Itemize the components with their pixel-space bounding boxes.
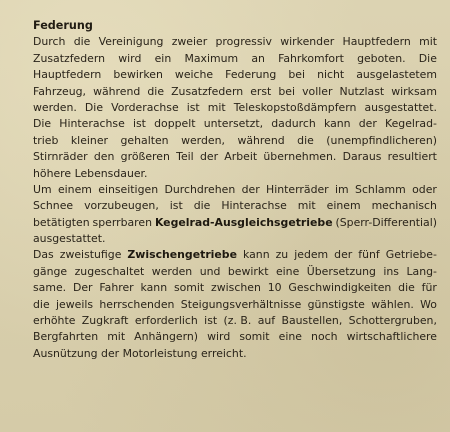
word: jeweils (55, 297, 94, 311)
word: dadurch (271, 117, 316, 131)
word: Maximum (184, 51, 239, 65)
word: zwischen (211, 281, 261, 295)
word: zugeschaltet (74, 264, 145, 278)
word: bewirken (113, 68, 163, 82)
word: Zusatzfedern (171, 84, 244, 98)
word: kleiner (70, 133, 109, 147)
emphasized-term: Kegelrad-Ausgleichsgetriebe (154, 215, 333, 229)
word: somit (239, 330, 270, 344)
word: Schottergruben, (348, 314, 437, 328)
word: die (398, 281, 415, 295)
word: nicht (317, 68, 345, 82)
word: ist (169, 199, 183, 213)
word: Ausnützung (33, 346, 98, 360)
word: bei (278, 84, 296, 98)
word: Bergfahrten (33, 330, 99, 344)
text-line (33, 34, 437, 50)
word: kann (243, 248, 270, 262)
word: zweistufige (59, 248, 122, 262)
word: doppelt (154, 117, 196, 131)
text-line (33, 264, 437, 280)
word: werden. (33, 100, 77, 114)
word: geboten. (357, 51, 406, 65)
word: (unempfindlicheren) (326, 133, 437, 147)
word: gänge (33, 264, 68, 278)
word: Lang- (406, 264, 437, 278)
word: progressiv (215, 35, 272, 49)
word: der (199, 150, 219, 164)
word: resultiert (387, 150, 437, 164)
word: ins (383, 264, 399, 278)
word: eine (275, 264, 300, 278)
word: einem (326, 199, 361, 213)
word: weiche (174, 68, 214, 82)
word: Fahrkomfort (278, 51, 344, 65)
word: die (297, 133, 314, 147)
word: Das (33, 248, 54, 262)
word: ein (154, 51, 172, 65)
word: mit (207, 100, 226, 114)
word: noch (311, 330, 338, 344)
word: Daraus (342, 150, 382, 164)
word: erhöhte (33, 314, 76, 328)
word: (Sperr-Differential) (335, 215, 437, 229)
text-line (33, 67, 437, 83)
word: ist (204, 314, 218, 328)
word: ausgestattet. (33, 232, 106, 246)
word: während (237, 133, 285, 147)
word: Motorleistung (122, 346, 198, 360)
word: ausgestattet. (364, 100, 437, 114)
word: werden (151, 264, 193, 278)
word: übernehmen. (263, 150, 337, 164)
word: Die (418, 51, 437, 65)
word: jedem (294, 248, 329, 262)
text-line (33, 84, 437, 100)
word: Federung (225, 68, 277, 82)
word: Vereinigung (98, 35, 164, 49)
word: kann (323, 117, 351, 131)
word: die (147, 84, 165, 98)
text-line (33, 280, 437, 296)
word: mit (297, 199, 316, 213)
text-line (33, 215, 437, 231)
word: für (421, 281, 437, 295)
word: wird (207, 330, 231, 344)
word: Die (84, 100, 104, 114)
word: größeren (120, 150, 170, 164)
word: kann (140, 281, 168, 295)
word: mit (107, 330, 126, 344)
word: bei (288, 68, 306, 82)
text-line (33, 231, 437, 247)
word: höhere (33, 166, 72, 180)
word: ist (186, 100, 200, 114)
word: Vorderachse (111, 100, 179, 114)
text-line (33, 133, 437, 149)
word: einem (57, 182, 92, 196)
word: der (358, 117, 377, 131)
section-heading: Federung (33, 19, 93, 32)
word: Anhängern) (134, 330, 199, 344)
word: Zusatzfedern (33, 51, 106, 65)
text-line (33, 198, 437, 214)
text-line (33, 51, 437, 67)
word: Schlamm (355, 182, 406, 196)
word: oder (412, 182, 437, 196)
text-line (33, 166, 437, 182)
word: somit (173, 281, 205, 295)
word: Wo (420, 297, 437, 311)
word: Teleskopstoßdämpfern (233, 100, 357, 114)
text-line (33, 116, 437, 132)
word: Der (72, 281, 93, 295)
word: günstigste (307, 297, 365, 311)
word: same. (33, 281, 67, 295)
word: ausgelastetem (356, 68, 437, 82)
word: untersetzt, (203, 117, 264, 131)
word: Geschwindigkeiten (288, 281, 392, 295)
word: Hinterachse (59, 117, 125, 131)
word: trieb (33, 133, 59, 147)
word: Teil (176, 150, 194, 164)
word: die (193, 199, 211, 213)
word: Hinterräder (266, 182, 329, 196)
word: Lebensdauer. (74, 166, 148, 180)
word: eine (278, 330, 302, 344)
text-line (33, 297, 437, 313)
word: wirkender (280, 35, 335, 49)
word: einseitigen (98, 182, 159, 196)
word: mechanisch (371, 199, 437, 213)
word: auf (257, 314, 276, 328)
word: Nutzlast (339, 84, 385, 98)
word: die (33, 297, 50, 311)
word: zu (275, 248, 289, 262)
word: Hauptfedern (342, 35, 411, 49)
word: Durch (33, 35, 66, 49)
word: vorzubeugen, (84, 199, 159, 213)
word: herrschenden (99, 297, 175, 311)
word: Steigungsverhältnisse (180, 297, 302, 311)
word: Stirnräder (33, 150, 88, 164)
emphasized-term: Zwischengetriebe (127, 248, 237, 262)
word: sperrbaren (92, 215, 153, 229)
word: während (93, 84, 141, 98)
word: gehalten (120, 133, 169, 147)
word: Fahrzeug, (33, 84, 87, 98)
word: erst (250, 84, 272, 98)
word: der (101, 346, 120, 360)
word: 10 (267, 281, 282, 295)
word: Durchdrehen (164, 182, 236, 196)
word: und (199, 264, 221, 278)
word: mit (419, 35, 437, 49)
word: Hauptfedern (33, 68, 102, 82)
word: Baustellen, (281, 314, 343, 328)
document-page (33, 18, 437, 362)
word: Übersetzung (306, 264, 376, 278)
text-line (33, 313, 437, 329)
text-line (33, 346, 437, 362)
word: die (73, 35, 91, 49)
text-line (33, 149, 437, 165)
word: erreicht. (200, 346, 247, 360)
text-line (33, 100, 437, 116)
text-line (33, 182, 437, 198)
word: der (241, 182, 260, 196)
word: Schnee (33, 199, 74, 213)
word: Zugkraft (81, 314, 129, 328)
word: der (334, 248, 353, 262)
body-text (33, 34, 437, 362)
word: im (335, 182, 349, 196)
text-line (33, 247, 437, 263)
word: Die (33, 117, 52, 131)
word: (z. B. (223, 314, 252, 328)
word: erforderlich (134, 314, 198, 328)
word: ist (132, 117, 146, 131)
word: an (251, 51, 265, 65)
word: wird (118, 51, 142, 65)
word: bewirkt (227, 264, 269, 278)
word: Fahrer (99, 281, 134, 295)
word: Arbeit (224, 150, 258, 164)
word: fünf (358, 248, 380, 262)
word: werden, (181, 133, 225, 147)
word: wirksam (391, 84, 437, 98)
word: zweier (171, 35, 208, 49)
word: wählen. (371, 297, 414, 311)
text-line (33, 329, 437, 345)
word: wirtschaftlichere (346, 330, 437, 344)
word: Hinterachse (221, 199, 287, 213)
word: den (93, 150, 115, 164)
word: voller (302, 84, 333, 98)
word: Getriebe- (385, 248, 437, 262)
word: betätigten (33, 215, 90, 229)
word: Kegelrad- (384, 117, 437, 131)
word: Um (33, 182, 52, 196)
